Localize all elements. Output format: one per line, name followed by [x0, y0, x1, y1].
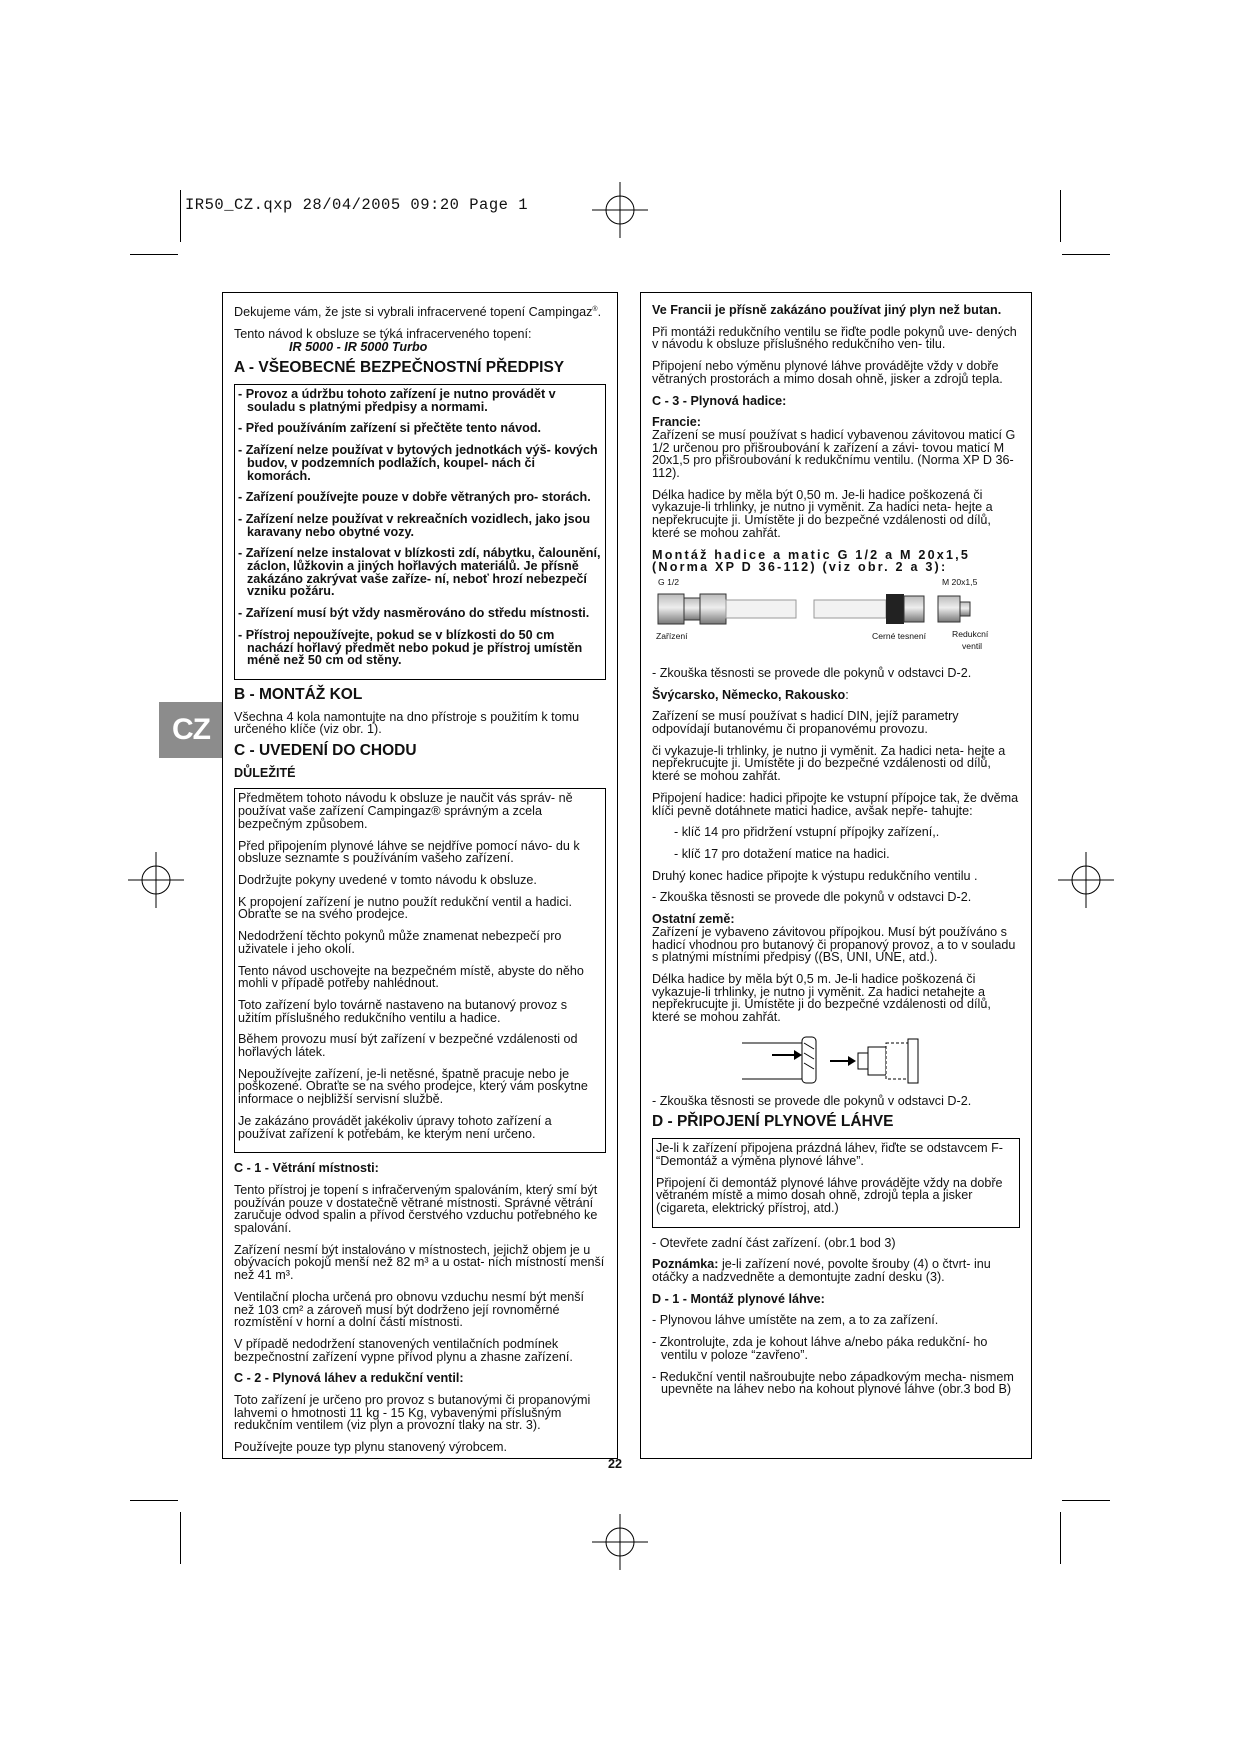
section-b-title: B - MONTÁŽ KOL	[234, 685, 363, 703]
fig-label-valve: ventil	[962, 640, 983, 651]
safety-rule: - Zařízení nelze používat v bytových jednotkách výš- kových budov, v podzemních podlažích, koupel- nách či komorách.	[238, 443, 598, 483]
other-paragraph: Délka hadice by měla být 0,5 m. Je-li hadice poškozená či vykazuje-li trhlinky, je nutno ji vyměnit. Za hadici netahejte a nepřekrucujte ji. Umístěte ji do bezpečné vzdálenosti od dílů, které se mohou zahřát.	[652, 971, 991, 1025]
swiss-paragraph: Připojení hadice: hadici připojte ke vstupní přípojce tak, že dvěma klíči pevně dotáhnete matici hadice, avšak nepře- tahujte:	[652, 790, 1019, 818]
fig-label-gasket: Cerné tesnení	[872, 630, 926, 641]
fig-label-m: M 20x1,5	[942, 576, 978, 587]
fig-label-reducer: Redukcní	[952, 628, 989, 639]
intro-paragraph: Dekujeme vám, že jste si vybrali infracervené topení Campingaz®.	[234, 305, 602, 320]
safety-rule: - Provoz a údržbu tohoto zařízení je nutno provádět v souladu s platnými předpisy a normami.	[238, 387, 556, 414]
note-paragraph: Poznámka: je-li zařízení nové, povolte šrouby (4) o čtvrt- inu otáčky a nadzvedněte a demontujte zadní desku (3).	[652, 1257, 991, 1285]
important-line: Dodržujte pokyny uvedené v tomto návodu k obsluze.	[238, 872, 537, 887]
right-column	[640, 292, 1032, 1459]
leak-test-note: - Zkouška těsnosti se provede dle pokynů v odstavci D-2.	[652, 1093, 972, 1108]
c1-paragraph: Zařízení nesmí být instalováno v místnostech, jejichž objem je u obývacích pokojů menší než 82 m³ a u ostat- ních místností menší než 41 m³.	[234, 1242, 605, 1283]
registration-mark-right	[1056, 850, 1116, 910]
safety-rule: - Přístroj nepoužívejte, pokud se v blízkosti do 50 cm nachází hořlavý předmět nebo pokud je přístroj umístěn méně než 50 cm od stěny.	[238, 627, 583, 668]
c1-paragraph: Ventilační plocha určená pro obnovu vzduchu nesmí být menší než 103 cm² a zároveň musí být dodrženo její rovnoměrné rozmístění v horní a dolní části místnosti.	[234, 1289, 585, 1330]
section-d-step: - Otevřete zadní část zařízení. (obr.1 bod 3)	[652, 1235, 896, 1250]
file-slug: IR50_CZ.qxp 28/04/2005 09:20 Page 1	[185, 196, 529, 214]
section-b-text: Všechna 4 kola namontujte na dno přístroje s použitím k tomu určeného klíče (viz obr. 1).	[234, 709, 580, 737]
c1-text	[234, 1184, 606, 1363]
safety-rule: - Zařízení nelze používat v rekreačních vozidlech, jako jsou karavany nebo obytné vozy.	[238, 511, 591, 539]
important-line: Před připojením plynové láhve se nejdříve pomocí návo- du k obsluze seznamte s používáním vašeho zařízení.	[238, 838, 580, 866]
safety-rule: - Zařízení nelze instalovat v blízkosti zdí, nábytku, čalounění, záclon, lůžkovin a jiných hořlavých materiálů. Je přísně zakázáno zakrývat vaše zaříze- ní, neboť hrozí nebezpečí vzniku požáru.	[238, 546, 601, 599]
gas-bottle-box-text: Je-li k zařízení připojena prázdná láhev, řiďte se odstavcem F- “Demontáž a výměna plynové láhve”.	[656, 1141, 1003, 1168]
other-paragraph: Zařízení je vybaveno závitovou přípojkou. Musí být používáno s hadicí vhodnou pro butanový či propanový provoz, a to v souladu s platnými místními předpisy ((BS, UNI, UNE, atd.).	[652, 924, 1016, 965]
c2-paragraph: Používejte pouze typ plynu stanovený výrobcem.	[234, 1440, 508, 1455]
c1-title: C - 1 - Větrání místnosti:	[234, 1161, 379, 1176]
important-line: Tento návod uschovejte na bezpečném místě, abyste do něho mohli v případě potřeby nahlédnout.	[238, 963, 584, 991]
section-c-title: C - UVEDENÍ DO CHODU	[234, 742, 417, 760]
left-column	[222, 292, 618, 1459]
connector-drawing	[742, 1033, 942, 1085]
language-tab: CZ	[159, 702, 223, 758]
other-countries-heading: Ostatní země:	[652, 912, 735, 927]
figure-title: Montáž hadice a matic G 1/2 a M 20x1,5 (Norma XP D 36-112) (viz obr. 2 a 3):	[652, 547, 971, 575]
d1-item: - Redukční ventil našroubujte nebo západkovým mecha- nismem upevněte na láhev nebo na kohout plynové láhve (obr.3 bod B)	[652, 1369, 1014, 1397]
hose-figure	[652, 574, 1020, 658]
important-heading: DŮLEŽITÉ	[234, 765, 296, 780]
france-paragraph: Zařízení se musí používat s hadicí vybavenou závitovou maticí G 1/2 určenou pro přišroubování k zařízení a závi- tovou maticí M 20x1,5 pro přišroubování k redukčnímu ventilu. (Norma XP D 36-112).	[652, 427, 1016, 481]
important-line: Během provozu musí být zařízení v bezpečné vzdálenosti od hořlavých látek.	[238, 1032, 578, 1060]
c2-title: C - 2 - Plynová láhev a redukční ventil:	[234, 1371, 464, 1386]
safety-rule: - Zařízení musí být vždy nasměrováno do středu místnosti.	[238, 606, 590, 621]
c3-title: C - 3 - Plynová hadice:	[652, 393, 787, 408]
france-heading: Francie:	[652, 415, 701, 430]
important-line: Nepoužívejte zařízení, je-li netěsné, špatně pracuje nebo je poškozené. Obraťte se na svého prodejce, který vám poskytne informace o nejbližší servisní službě.	[238, 1066, 588, 1107]
important-line: Předmětem tohoto návodu k obsluze je naučit vás správ- ně používat vaše zařízení Campingaz® správným a zcela bezpečným způsobem.	[238, 791, 573, 831]
gas-bottle-box-text: Připojení či demontáž plynové láhve provádějte vždy na dobře větraném místě a mimo dosah ohně, zdrojů tepla a jisker (cigareta, elektrický přístroj, atd.)	[656, 1175, 1003, 1215]
wrench-14: - klíč 14 pro přidržení vstupní přípojky zařízení,.	[674, 825, 940, 840]
connector-figure	[652, 1033, 1020, 1087]
section-d-title: D - PŘIPOJENÍ PLYNOVÉ LÁHVE	[652, 1113, 894, 1131]
safety-rules-box	[234, 384, 606, 680]
safety-rule: - Před používáním zařízení si přečtěte tento návod.	[238, 421, 542, 436]
model-name: IR 5000 - IR 5000 Turbo	[289, 339, 428, 354]
registration-mark-left	[126, 850, 186, 910]
fig-label-g: G 1/2	[658, 576, 680, 587]
leak-test-note: - Zkouška těsnosti se provede dle pokynů v odstavci D-2.	[652, 890, 972, 905]
france-warning: Ve Francii je přísně zakázáno používat jiný plyn než butan.	[652, 303, 1002, 317]
important-line: Nedodržení těchto pokynů může znamenat nebezpečí pro uživatele i jeho okolí.	[238, 929, 562, 956]
swiss-heading: Švýcarsko, Německo, Rakousko:	[652, 687, 849, 702]
hose-drawing	[652, 586, 1022, 634]
page-number: 22	[608, 1457, 623, 1471]
important-line: Toto zařízení bylo továrně nastaveno na butanový provoz s užitím příslušného redukčního ventilu a hadice.	[238, 997, 568, 1025]
france-paragraph: Délka hadice by měla být 0,50 m. Je-li hadice poškozená či vykazuje-li trhlinky, je nutno ji vyměnit. Za hadici neta- hejte a nepřekrucujte ji. Umístěte ji do bezpečné vzdálenosti od dílů, které se mohou zahřát.	[652, 487, 993, 540]
important-line: Je zakázáno provádět jakékoliv úpravy tohoto zařízení a používat zařízení k potřebám, ke kterým není určeno.	[238, 1113, 552, 1141]
swiss-paragraph: Zařízení se musí používat s hadicí DIN, jejíž parametry odpovídají butanovému či propanovému provozu.	[652, 709, 959, 737]
wrench-17: - klíč 17 pro dotažení matice na hadici.	[674, 846, 890, 861]
intro-model-line: Tento návod k obsluze se týká infracerveného topení:	[234, 326, 532, 341]
d1-item: - Zkontrolujte, zda je kohout láhve a/nebo páka redukční- ho ventilu v poloze “zavřeno”.	[652, 1335, 988, 1362]
registration-mark-top	[590, 180, 650, 240]
c2-paragraph: Toto zařízení je určeno pro provoz s butanovými či propanovými lahvemi o hmotnosti 11 kg - 15 Kg, vybavenými příslušným redukčním ventilem (viz plyn a provozní tlaky na str. 3).	[234, 1393, 591, 1433]
reducer-instructions: Při montáži redukčního ventilu se řiďte podle pokynů uve- dených v návodu k obsluze příslušného redukčního ven- tilu.	[652, 324, 1017, 352]
c1-paragraph: Tento přístroj je topení s infračerveným spalováním, který smí být používán pouze v dostatečně větrané místnosti. Správné větrání zaručuje odvod spalin a přívod čerstvého vzduchu potřebného ke spalování.	[234, 1182, 598, 1236]
swiss-paragraph: Druhý konec hadice připojte k výstupu redukčního ventilu .	[652, 868, 978, 883]
safety-rule: - Zařízení používejte pouze v dobře větraných pro- storách.	[238, 490, 591, 505]
registration-mark-bottom	[590, 1512, 650, 1572]
fig-label-device: Zařízení	[656, 630, 688, 641]
important-line: K propojení zařízení je nutno použít redukční ventil a hadici. Obraťte se na svého prodejce.	[238, 894, 572, 922]
ventilation-instructions: Připojení nebo výměnu plynové láhve provádějte vždy v dobře větraných prostorách a mimo dosah ohně, jisker a zdrojů tepla.	[652, 359, 1003, 386]
swiss-paragraph: či vykazuje-li trhlinky, je nutno ji vyměnit. Za hadici neta- hejte a nepřekrucujte ji. Umístěte ji do bezpečné vzdálenosti od dílů, které se mohou zahřát.	[652, 743, 1006, 784]
gas-bottle-box	[652, 1138, 1020, 1228]
leak-test-note: - Zkouška těsnosti se provede dle pokynů v odstavci D-2.	[652, 665, 972, 680]
important-box	[234, 788, 606, 1153]
d1-title: D - 1 - Montáž plynové láhve:	[652, 1291, 825, 1306]
c1-paragraph: V případě nedodržení stanovených ventilačních podmínek bezpečnostní zařízení vypne přívod plynu a zhasne zařízení.	[234, 1336, 573, 1364]
section-a-title: A - VŠEOBECNÉ BEZPEČNOSTNÍ PŘEDPISY	[234, 359, 565, 377]
d1-item: - Plynovou láhve umístěte na zem, a to za zařízení.	[652, 1313, 939, 1328]
